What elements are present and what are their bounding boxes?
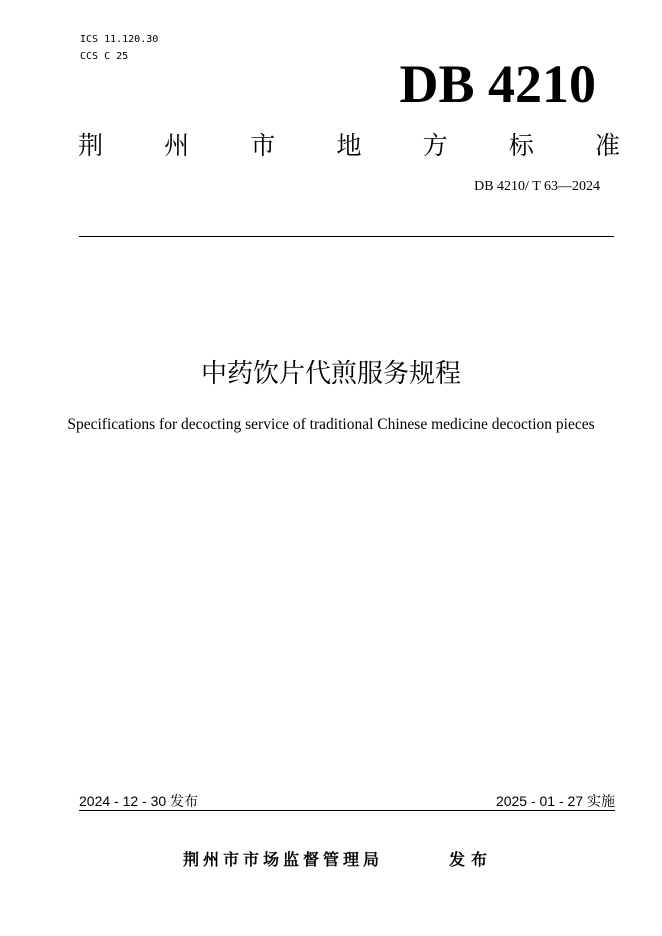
english-title: Specifications for decocting service of traditional Chinese medicine decoction pieces: [67, 416, 595, 433]
standard-type-char: 荆: [78, 131, 104, 160]
standard-type-char: 市: [250, 131, 276, 160]
footer-divider: [79, 810, 615, 811]
db-code-large: DB 4210: [399, 54, 596, 114]
standard-number: DB 4210/ T 63—2024: [474, 179, 600, 194]
ics-code: ICS 11.120.30: [80, 34, 159, 45]
standard-type-char: 地: [336, 131, 362, 160]
standard-type-char: 州: [164, 131, 190, 160]
implement-date: 2025 - 01 - 27 实施: [495, 793, 615, 809]
standard-type-char: 方: [422, 131, 448, 160]
header-divider: [79, 236, 614, 237]
issuing-authority: 荆州市市场监督管理局: [183, 850, 384, 869]
standard-type-char: 准: [594, 131, 620, 160]
standard-type-char: 标: [508, 131, 534, 160]
ccs-code: CCS C 25: [80, 51, 129, 62]
chinese-title: 中药饮片代煎服务规程: [200, 359, 461, 389]
standard-type-title: [78, 128, 620, 164]
issue-label: 发布: [449, 850, 494, 869]
publish-date: 2024 - 12 - 30 发布: [79, 793, 199, 809]
